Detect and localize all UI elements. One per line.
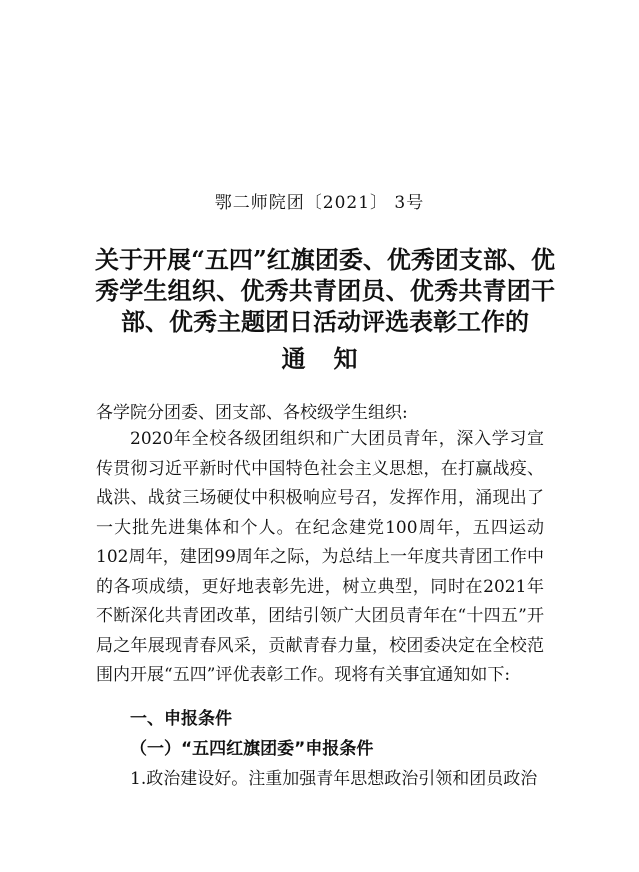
document-number: 鄂二师院团〔2021〕 3号: [214, 193, 425, 213]
salutation: 各学院分团委、团支部、各校级学生组织:: [96, 403, 408, 423]
subsection-heading-1-1: （一）“五四红旗团委”申报条件: [130, 739, 374, 759]
body-paragraph: 2020年全校各级团组织和广大团员青年，深入学习宣传贯彻习近平新时代中国特色社会主义思想，在打赢战疫、战洪、战贫三场硬仗中积极响应号召，发挥作用，涌现出了一大批先进集体和个人。在纪念建党100周年，五四运动102周年，建团99周年之际，为总结上一年度共青团工作中的各项成绩，更好地表彰先进，树立典型，同时在2021年不断深化共青团改革，团结引领广大团员青年在“十四五”开局之年展现青春风采，贡献青春力量，校团委决定在全校范围内开展“五四”评优表彰工作。现将有关事宜通知如下:: [96, 429, 544, 685]
document-title: 关于开展“五四”红旗团委、优秀团支部、优秀学生组织、优秀共青团员、优秀共青团干部、优秀主题团日活动评选表彰工作的: [95, 245, 555, 336]
list-item-1: 1.政治建设好。注重加强青年思想政治引领和团员政治: [130, 769, 538, 789]
document-title-notice: 通知: [281, 344, 386, 373]
section-heading-1: 一、申报条件: [130, 709, 232, 729]
